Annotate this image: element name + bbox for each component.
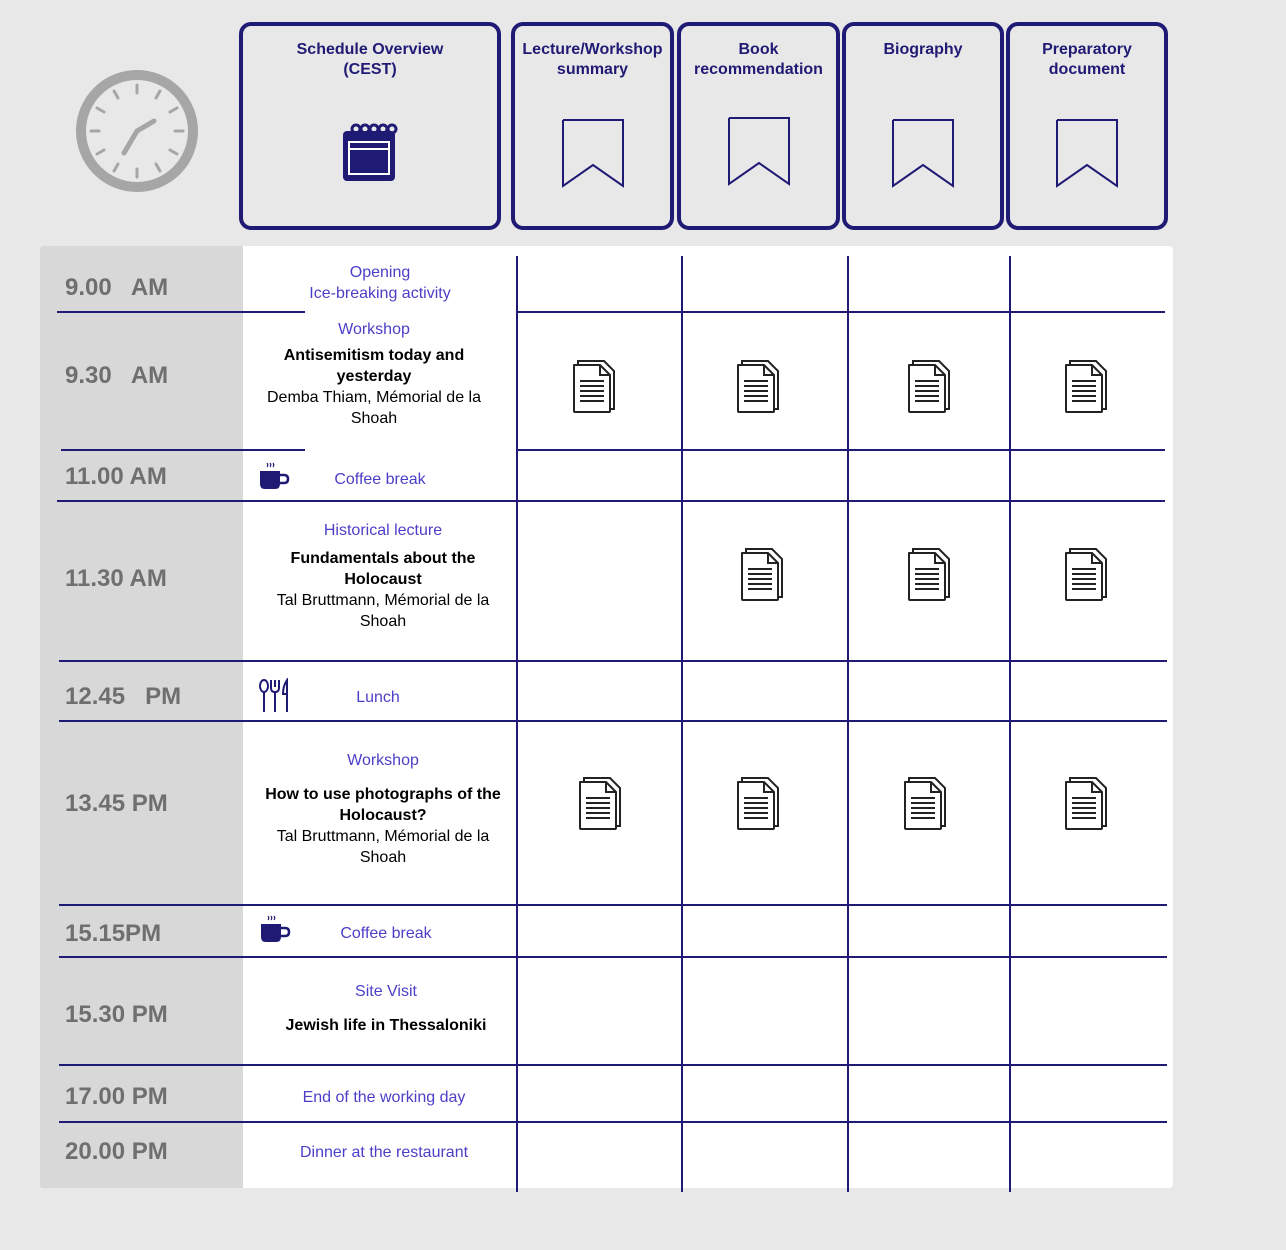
category-label: Dinner at the restaurant [299, 1144, 469, 1161]
row-divider [59, 1121, 1167, 1123]
category-label: Site Visit [355, 983, 417, 1000]
column-divider [516, 256, 518, 1192]
time-label: 15.15PM [65, 920, 162, 947]
calendar-icon [340, 122, 400, 184]
category-label: Lunch [356, 689, 400, 706]
time-label: 9.30 AM [65, 362, 169, 389]
session-title: Jewish life in Thessaloniki [285, 1017, 487, 1034]
row-divider [57, 500, 1165, 502]
document-icon[interactable] [1062, 545, 1112, 601]
column-divider [681, 256, 683, 1192]
document-icon[interactable] [905, 545, 955, 601]
category-label: Coffee break [340, 925, 432, 942]
category-label: Workshop [338, 321, 410, 338]
row-divider [516, 311, 1165, 313]
document-icon[interactable] [901, 774, 951, 830]
schedule-cell-lecture [254, 520, 512, 632]
time-label: 11.00 AM [65, 463, 167, 490]
time-label: 17.00 PM [65, 1083, 168, 1110]
category-label: Historical lecture [323, 522, 443, 539]
speaker-label: Tal Bruttmann, Mémorial de la Shoah [276, 828, 490, 866]
header-label-summary: Lecture/Workshop summary [522, 41, 663, 78]
header-label-book: Book recommendation [694, 41, 823, 78]
clock-icon [74, 68, 200, 194]
schedule-cell-opening [250, 262, 510, 304]
document-icon[interactable] [570, 357, 620, 413]
cutlery-icon [258, 678, 292, 714]
header-label-biography: Biography [883, 41, 963, 58]
category-label: Workshop [347, 752, 419, 769]
row-divider [59, 720, 1167, 722]
document-icon[interactable] [1062, 774, 1112, 830]
time-label: 11.30 AM [65, 565, 167, 592]
session-title: Fundamentals about the Holocaust [290, 550, 476, 588]
bookmark-icon [561, 118, 625, 188]
bookmark-icon [727, 116, 791, 186]
row-divider [61, 449, 305, 451]
row-divider [59, 956, 1167, 958]
document-icon[interactable] [734, 774, 784, 830]
header-card-biography[interactable] [842, 22, 1004, 230]
document-icon[interactable] [905, 357, 955, 413]
row-divider [59, 904, 1167, 906]
time-label: 20.00 PM [65, 1138, 168, 1165]
header-label-preparatory: Preparatory document [1042, 41, 1132, 78]
speaker-label: Tal Bruttmann, Mémorial de la Shoah [276, 592, 490, 630]
coffee-cup-icon [258, 462, 290, 492]
row-divider [59, 1064, 1167, 1066]
row-divider [516, 449, 1165, 451]
header-card-summary[interactable] [511, 22, 674, 230]
time-label: 12.45 PM [65, 683, 182, 710]
speaker-label: Demba Thiam, Mémorial de la Shoah [266, 389, 481, 427]
category-label: Coffee break [334, 471, 426, 488]
bookmark-icon [1055, 118, 1119, 188]
document-icon[interactable] [576, 774, 626, 830]
header-card-preparatory[interactable] [1006, 22, 1168, 230]
time-label: 13.45 PM [65, 790, 168, 817]
column-divider [847, 256, 849, 1192]
schedule-cell-workshop-1 [250, 319, 498, 429]
row-divider [57, 311, 305, 313]
document-icon[interactable] [1062, 357, 1112, 413]
time-label: 15.30 PM [65, 1001, 168, 1028]
coffee-cup-icon [259, 915, 291, 945]
time-label: 9.00 AM [65, 274, 169, 301]
session-title: How to use photographs of the Holocaust? [265, 786, 501, 824]
category-label: Opening [349, 264, 411, 281]
category-label: Ice-breaking activity [309, 285, 451, 302]
document-icon[interactable] [738, 545, 788, 601]
session-title: Antisemitism today and yesterday [283, 347, 465, 385]
schedule-cell-workshop-2 [252, 750, 514, 868]
header-card-schedule[interactable] [239, 22, 501, 230]
header-label-schedule: Schedule Overview (CEST) [296, 41, 444, 78]
category-label: End of the working day [302, 1089, 466, 1106]
schedule-cell-site-visit [250, 981, 522, 1036]
document-icon[interactable] [734, 357, 784, 413]
bookmark-icon [891, 118, 955, 188]
row-divider [59, 660, 1167, 662]
column-divider [1009, 256, 1011, 1192]
header-card-book[interactable] [677, 22, 840, 230]
